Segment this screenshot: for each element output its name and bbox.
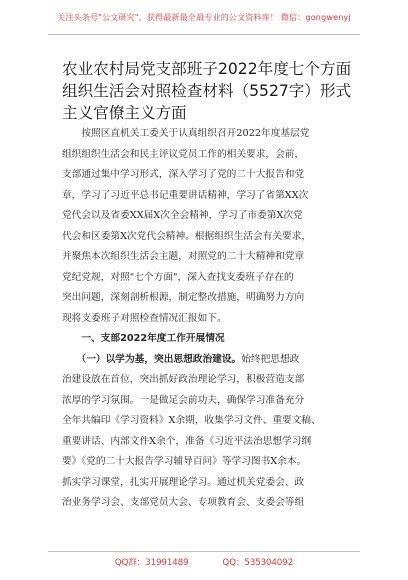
- body-line: 党纪党规，对照"七个方面"，深入查找支委班子存在的: [62, 271, 294, 283]
- body-line: 浓厚的学习氛围。一是做足会前功夫，确保学习准备充分: [62, 394, 305, 406]
- body-line: 代会和区委第X次党代会精神。根据组织生活会有关要求，: [62, 230, 312, 242]
- body-line: 按照区直机关工委关于认真组织召开2022年度基层党: [62, 128, 310, 139]
- footer: [0, 556, 408, 572]
- body-line: 现将支委班子对照检查情况汇报如下。: [62, 312, 227, 324]
- body-line: 要》《党的二十大报告学习辅导百问》等学习图书X余本。: [62, 456, 307, 467]
- footer-qq-group: QQ群：31991489: [114, 558, 189, 568]
- top-divider: [48, 34, 360, 35]
- section-heading: 一、支部2022年度工作开展情况: [62, 333, 225, 344]
- subsection-line: [62, 350, 352, 371]
- body-line: 全年共编印《学习资料》X余期，收集学习文件、重要文稿、: [62, 415, 321, 426]
- title-line-2: 组织生活会对照检查材料（5527字）形式: [62, 82, 352, 100]
- subsection-heading-rest: 始终把思想政: [241, 353, 300, 365]
- body-line: 章，学习了习近平总书记重要讲话精神，学习了省第XX次: [62, 189, 309, 201]
- body-line: 抓实学习课堂，扎实开展理论学习。通过机关党委会、政: [62, 476, 305, 488]
- subsection-heading: （一）以学为基，突出思想政治建设。: [62, 353, 242, 365]
- body-line: 治业务学习会、支部党员大会、专项教育会、支委会等组: [62, 497, 305, 508]
- body-line: 党代会以及省委XX届X次全会精神，学习了市委第X次党: [62, 210, 303, 221]
- document-title: [62, 58, 362, 124]
- body-line: 突出问题，深刻剖析根源，制定整改措施，明确努力方向: [62, 292, 305, 303]
- top-banner: [0, 0, 408, 34]
- body-line: 重要讲话、内部文件X余个，准备《习近平法治思想学习纲: [62, 435, 312, 447]
- body-line: 并聚焦本次组织生活会主题，对照党的二十大精神和党章: [62, 251, 305, 262]
- footer-qq: QQ：535304092: [222, 558, 294, 568]
- document-body: [62, 124, 352, 514]
- body-line: 治建设放在首位，突出抓好政治理论学习，积极营造支部: [62, 374, 305, 385]
- title-line-3: 主义官僚主义方面: [62, 104, 187, 122]
- body-line: 支部通过集中学习形式，深入学习了党的二十大报告和党: [62, 169, 305, 180]
- title-line-1: 农业农村局党支部班子2022年度七个方面: [62, 60, 352, 78]
- banner-text: 关注头条号"公文研究"，获得最新最全最专业的公文资料库！ 微信：gongwenyj: [57, 12, 351, 22]
- bottom-divider: [48, 551, 360, 552]
- body-line: 组织组织生活会和民主评议党员工作的相关要求，会前，: [62, 148, 305, 160]
